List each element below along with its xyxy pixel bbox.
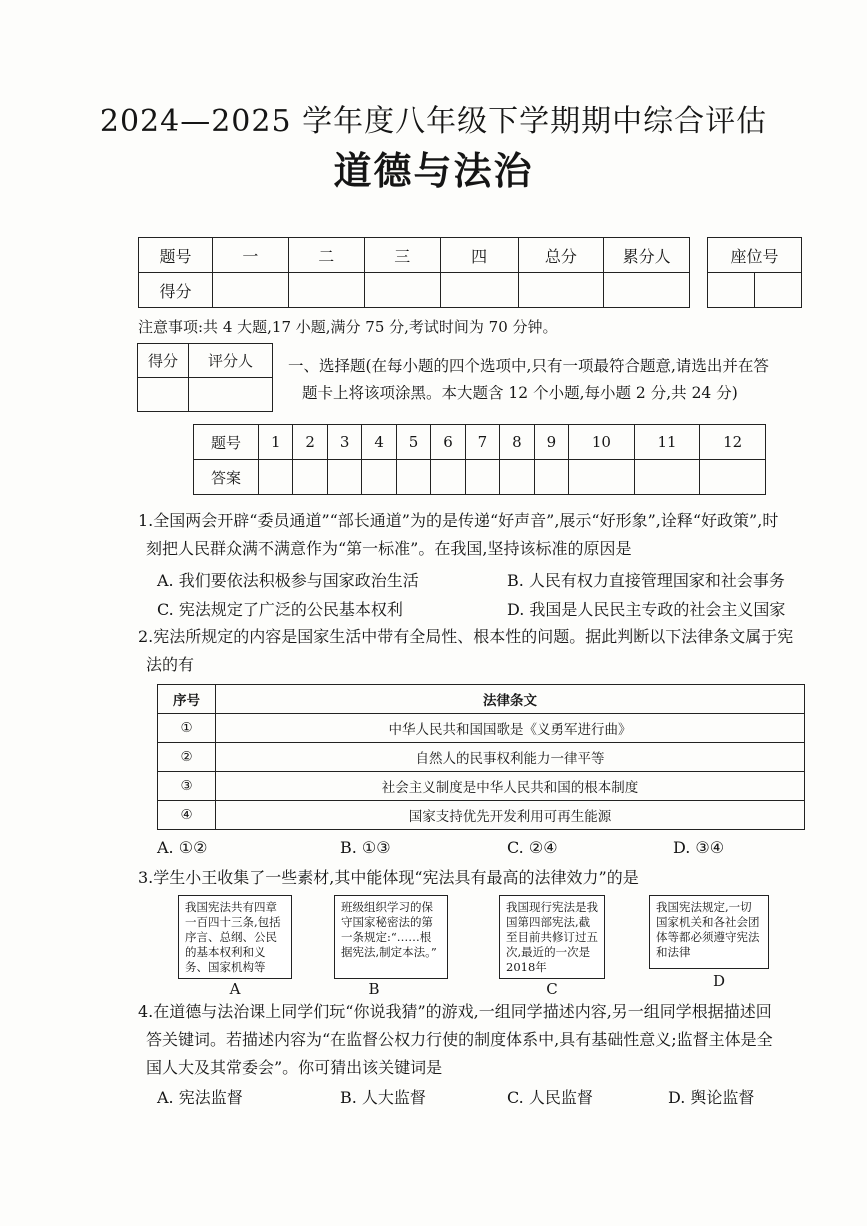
q2-option-b: B. ①③ (340, 838, 391, 857)
law-table-header: 序号 (158, 685, 216, 714)
seat-label: 座位号 (708, 238, 802, 273)
question-2-stem (138, 623, 828, 679)
q4-option-b: B. 人大监督 (340, 1088, 426, 1107)
q4-option-d: D. 舆论监督 (668, 1088, 755, 1107)
answer-row-label: 答案 (194, 460, 259, 495)
score-input-cell[interactable] (212, 273, 288, 308)
score-header-cell: 一 (212, 238, 288, 273)
subject-title: 道德与法治 (333, 148, 534, 193)
answer-row-label: 题号 (194, 425, 259, 460)
question-number: 11 (634, 425, 700, 460)
score-header-cell: 四 (440, 238, 518, 273)
material-card-d: 我国宪法规定,一切国家机关和各社会团体等都必须遵守宪法和法律 (649, 895, 769, 969)
answer-cell[interactable] (700, 460, 766, 495)
q1-option-a: A. 我们要依法积极参与国家政治生活 (157, 571, 419, 590)
answer-cell[interactable] (431, 460, 465, 495)
material-card-label: A (229, 980, 241, 998)
law-row-number: ① (158, 714, 216, 743)
seat-table (707, 237, 802, 308)
grader-score-label: 得分 (138, 344, 189, 378)
question-number: 2 (293, 425, 327, 460)
grader-box (137, 343, 273, 412)
exam-notice: 注意事项:共 4 大题,17 小题,满分 75 分,考试时间为 70 分钟。 (138, 318, 558, 336)
exam-title: 2024—2025 学年度八年级下学期期中综合评估 (99, 104, 768, 139)
material-card-a: 我国宪法共有四章一百四十三条,包括序言、总纲、公民的基本权利和义务、国家机构等 (178, 895, 292, 979)
seat-input-cell[interactable] (754, 273, 801, 308)
law-row-text: 社会主义制度是中华人民共和国的根本制度 (216, 772, 805, 801)
answer-cell[interactable] (259, 460, 293, 495)
answer-cell[interactable] (634, 460, 700, 495)
question-number: 9 (534, 425, 568, 460)
law-table-header: 法律条文 (216, 685, 805, 714)
question-line: 1.全国两会开辟“委员通道”“部长通道”为的是传递“好声音”,展示“好形象”,诠释“好政策”,时 (138, 511, 779, 530)
law-row-text: 自然人的民事权利能力一律平等 (216, 743, 805, 772)
q2-option-c: C. ②④ (507, 838, 558, 857)
grader-score-cell[interactable] (138, 378, 189, 412)
material-card-label: D (712, 972, 726, 990)
q1-option-c: C. 宪法规定了广泛的公民基本权利 (157, 600, 403, 619)
question-1-stem (138, 507, 828, 563)
law-row-number: ③ (158, 772, 216, 801)
score-input-cell[interactable] (364, 273, 440, 308)
question-line: 4.在道德与法治课上同学们玩“你说我猜”的游戏,一组同学描述内容,另一组同学根据描述回 (138, 1002, 772, 1021)
grader-person-cell[interactable] (189, 378, 273, 412)
answer-cell[interactable] (569, 460, 635, 495)
material-card-label: C (546, 980, 558, 998)
section-line: 题卡上将该项涂黑。本大题含 12 个小题,每小题 2 分,共 24 分) (302, 384, 738, 402)
answer-cell[interactable] (500, 460, 534, 495)
material-card-label: B (368, 980, 380, 998)
question-number: 1 (259, 425, 293, 460)
question-number: 12 (700, 425, 766, 460)
grader-person-label: 评分人 (189, 344, 273, 378)
question-4-stem (138, 998, 838, 1082)
law-row-text: 中华人民共和国国歌是《义勇军进行曲》 (216, 714, 805, 743)
question-line: 答关键词。若描述内容为“在监督公权力行使的制度体系中,具有基础性意义;监督主体是全 (146, 1030, 773, 1049)
law-row-text: 国家支持优先开发利用可再生能源 (216, 801, 805, 830)
question-3-stem: 3.学生小王收集了一些素材,其中能体现“宪法具有最高的法律效力”的是 (138, 868, 639, 887)
score-header-cell: 二 (288, 238, 364, 273)
score-input-cell[interactable] (440, 273, 518, 308)
answer-cell[interactable] (396, 460, 430, 495)
q1-option-d: D. 我国是人民民主专政的社会主义国家 (507, 600, 786, 619)
section-line: 一、选择题(在每小题的四个选项中,只有一项最符合题意,请选出并在答 (288, 357, 769, 375)
question-number: 10 (569, 425, 635, 460)
law-table (157, 684, 805, 830)
question-line: 2.宪法所规定的内容是国家生活中带有全局性、根本性的问题。据此判断以下法律条文属于宪 (138, 627, 794, 646)
score-header-cell: 题号 (139, 238, 213, 273)
answer-cell[interactable] (465, 460, 499, 495)
question-line: 刻把人民群众满不满意作为“第一标准”。在我国,坚持该标准的原因是 (146, 539, 632, 558)
law-row-number: ④ (158, 801, 216, 830)
question-number: 3 (327, 425, 361, 460)
answer-cell[interactable] (293, 460, 327, 495)
score-header-cell: 总分 (518, 238, 604, 273)
material-card-c: 我国现行宪法是我国第四部宪法,截至目前共修订过五次,最近的一次是2018年 (499, 895, 605, 979)
question-line: 国人大及其常委会”。你可猜出该关键词是 (146, 1058, 443, 1077)
answer-table (193, 424, 766, 495)
q4-option-c: C. 人民监督 (507, 1088, 593, 1107)
q2-option-d: D. ③④ (673, 838, 725, 857)
score-header-cell: 三 (364, 238, 440, 273)
q4-option-a: A. 宪法监督 (157, 1088, 243, 1107)
question-line: 法的有 (146, 655, 195, 674)
question-number: 8 (500, 425, 534, 460)
answer-cell[interactable] (327, 460, 361, 495)
answer-cell[interactable] (362, 460, 396, 495)
score-row-label: 得分 (139, 273, 213, 308)
q2-option-a: A. ①② (157, 838, 208, 857)
seat-input-cell[interactable] (708, 273, 755, 308)
section-instructions (288, 353, 838, 407)
material-card-b: 班级组织学习的保守国家秘密法的第一条规定:“……根据宪法,制定本法。” (334, 895, 448, 979)
q1-option-b: B. 人民有权力直接管理国家和社会事务 (507, 571, 785, 590)
question-number: 4 (362, 425, 396, 460)
question-number: 5 (396, 425, 430, 460)
question-number: 7 (465, 425, 499, 460)
answer-cell[interactable] (534, 460, 568, 495)
score-input-cell[interactable] (288, 273, 364, 308)
score-header-cell: 累分人 (604, 238, 690, 273)
score-table (138, 237, 690, 308)
score-input-cell[interactable] (518, 273, 604, 308)
law-row-number: ② (158, 743, 216, 772)
score-input-cell[interactable] (604, 273, 690, 308)
question-number: 6 (431, 425, 465, 460)
